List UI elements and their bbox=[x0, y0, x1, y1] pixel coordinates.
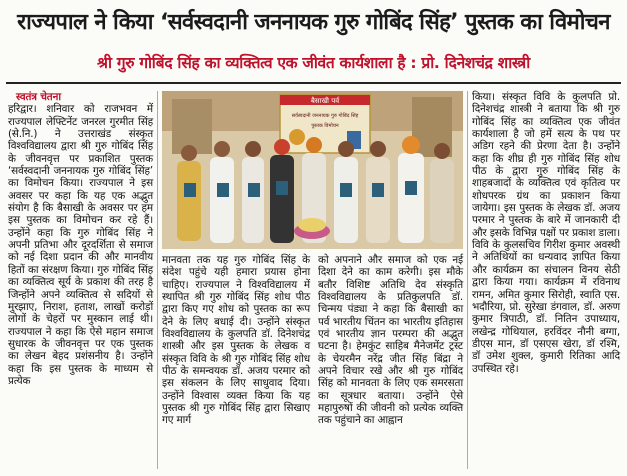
headline: राज्यपाल ने किया ‘सर्वस्वदानी जननायक गुरु गोबिंद सिंह’ पुस्तक का विमोचन bbox=[17, 10, 610, 35]
column-divider bbox=[467, 91, 468, 469]
column-1-text: हरिद्वार। शनिवार को राजभवन में राज्यपाल लेफ्टिनेंट जनरल गुरमीत सिंह (से.नि.) ने उत्तराखंड संस्कृत विश्वविद्यालय द्वारा श्री गुरु गोबिंद सिंह के जीवनवृत्त पर प्रकाशित पुस्तक ‘सर्वस्वदानी जननायक गुरु गोबिंद सिंह’ का विमोचन किया। राज्यपाल ने इस अवसर पर कहा कि यह एक अद्भुत संयोग है कि बैसाखी के अवसर पर हम इस पुस्तक का विमोचन कर रहे हैं। उन्होंने कहा कि गुरु गोबिंद सिंह ने अपनी प्रतिभा और दूरदर्शिता से समाज को नई दिशा प्रदान की और मानवीय हितों का संरक्षण किया। गुरु गोबिंद सिंह का व्यक्तित्व सूर्य के प्रकाश की तरह है जिन्होंने अपने व्यक्तित्व से सदियों से मुरझाए, निराश, हताश, लाखों करोड़ों लोगों के चेहरों पर मुस्कान लाई थी। राज्यपाल ने कहा कि ऐसे महान समाज सुधारक के जीवनवृत्त पर एक पुस्तक का लेखन बेहद प्रशंसनीय है। उन्होंने कहा कि इस पुस्तक के माध्यम से प्रत्येक bbox=[8, 103, 153, 387]
banner-subtitle: सर्वस्वदानी जननायक गुरु गोबिंद सिंह bbox=[291, 113, 359, 119]
subheadline: श्री गुरु गोबिंद सिंह का व्यक्तित्व एक जीवंत कार्यशाला है : प्रो. दिनेशचंद्र शास्त्री bbox=[97, 54, 530, 72]
column-4-text: किया। संस्कृत विवि के कुलपति प्रो. दिनेशचंद्र शास्त्री ने बताया कि श्री गुरु गोबिंद सिंह का व्यक्तित्व एक जीवंत कार्यशाला है जो हमें सत्य के पथ पर अडिग रहने की प्रेरणा देता है। उन्होंने कहा कि शीघ्र ही गुरु गोबिंद सिंह शोध पीठ के द्वारा गुरु गोबिंद सिंह के शाहबजादों के व्यक्तित्व एवं कृतित्व पर शोधपरक ग्रंथ का प्रकाशन किया जायेगा। इस पुस्तक के लेखक डॉ. अजय परमार ने पुस्तक के बारे में जानकारी दी और इसके विभिन्न पक्षों पर प्रकाश डाला। विवि के कुलसचिव गिरीश कुमार अवस्थी ने अतिथियों का धन्यवाद ज्ञापित किया और कार्यक्रम का संचालन विनय सेठी द्वारा किया गया। कार्यक्रम में रविनाथ रामन, अमित कुमार सिरोही, स्वाति एस. भदौरिया, प्रो. सुरेखा डंगवाल, डॉ. अरुण कुमार त्रिपाठी, डॉ. नितिन उपाध्याय, लखेन्द्र गोथियाल, हरविंदर नौनी बग्गा, डीएस मान, डॉ एसएस खेरा, डॉ रश्मि, डॉ उमेश शुक्ल, कुमारी रितिका आदि उपस्थित रहे। bbox=[472, 91, 620, 375]
banner-title: बैसाखी पर्व bbox=[310, 97, 340, 105]
article-column-3 bbox=[318, 254, 463, 427]
event-photo-illustration bbox=[162, 91, 463, 249]
byline: स्वतंत्र चेतना bbox=[16, 91, 61, 103]
article-column-2 bbox=[162, 254, 310, 427]
article-column-4 bbox=[472, 91, 620, 375]
banner-caption: पुस्तक विमोचन bbox=[311, 123, 339, 129]
column-2-text: मानवता तक यह गुरु गोबिंद सिंह के संदेश पहुंचे यही हमारा प्रयास होना चाहिए। राज्यपाल ने विश्वविद्यालय में स्थापित श्री गुरु गोबिंद सिंह शोध पीठ द्वारा किए गए शोध को पुस्तक का रूप देने के लिए बधाई दी। उन्होंने संस्कृत विश्वविद्यालय के कुलपति डॉ. दिनेशचंद्र शास्त्री और इस पुस्तक के लेखक व संस्कृत विवि के श्री गुरु गोबिंद सिंह शोध पीठ के समन्वयक डॉ. अजय परमार को इस संकलन के लिए साधुवाद दिया। उन्होंने विश्वास व्यक्त किया कि यह पुस्तक श्री गुरु गोबिंद सिंह द्वारा सिखाए गए मार्ग bbox=[162, 254, 310, 427]
article-column-1 bbox=[8, 91, 153, 387]
headline-rule bbox=[6, 82, 621, 84]
event-photo bbox=[162, 91, 463, 249]
column-3-text: को अपनाने और समाज को एक नई दिशा देने का काम करेगी। इस मौके बतौर विशिष्ट अतिथि देव संस्कृति विश्वविद्यालय के प्रतिकुलपति डॉ. चिन्मय पंड्या ने कहा कि बैसाखी का पर्व भारतीय चिंतन का भारतीय इतिहास एवं भारतीय ज्ञान परम्परा की अद्भुत घटना है। हेमकुंट साहिब मैनेजमेंट ट्रस्ट के चेयरमैन नरेंद्र जीत सिंह बिंद्रा ने अपने विचार रखे और श्री गुरु गोबिंद सिंह को मानवता के लिए एक समरसता का सूत्रधार बताया। उन्होंने ऐसे महापुरुषों की जीवनी को प्रत्येक व्यक्ति तक पहुंचाने का आह्वान bbox=[318, 254, 463, 427]
column-divider bbox=[157, 91, 158, 469]
